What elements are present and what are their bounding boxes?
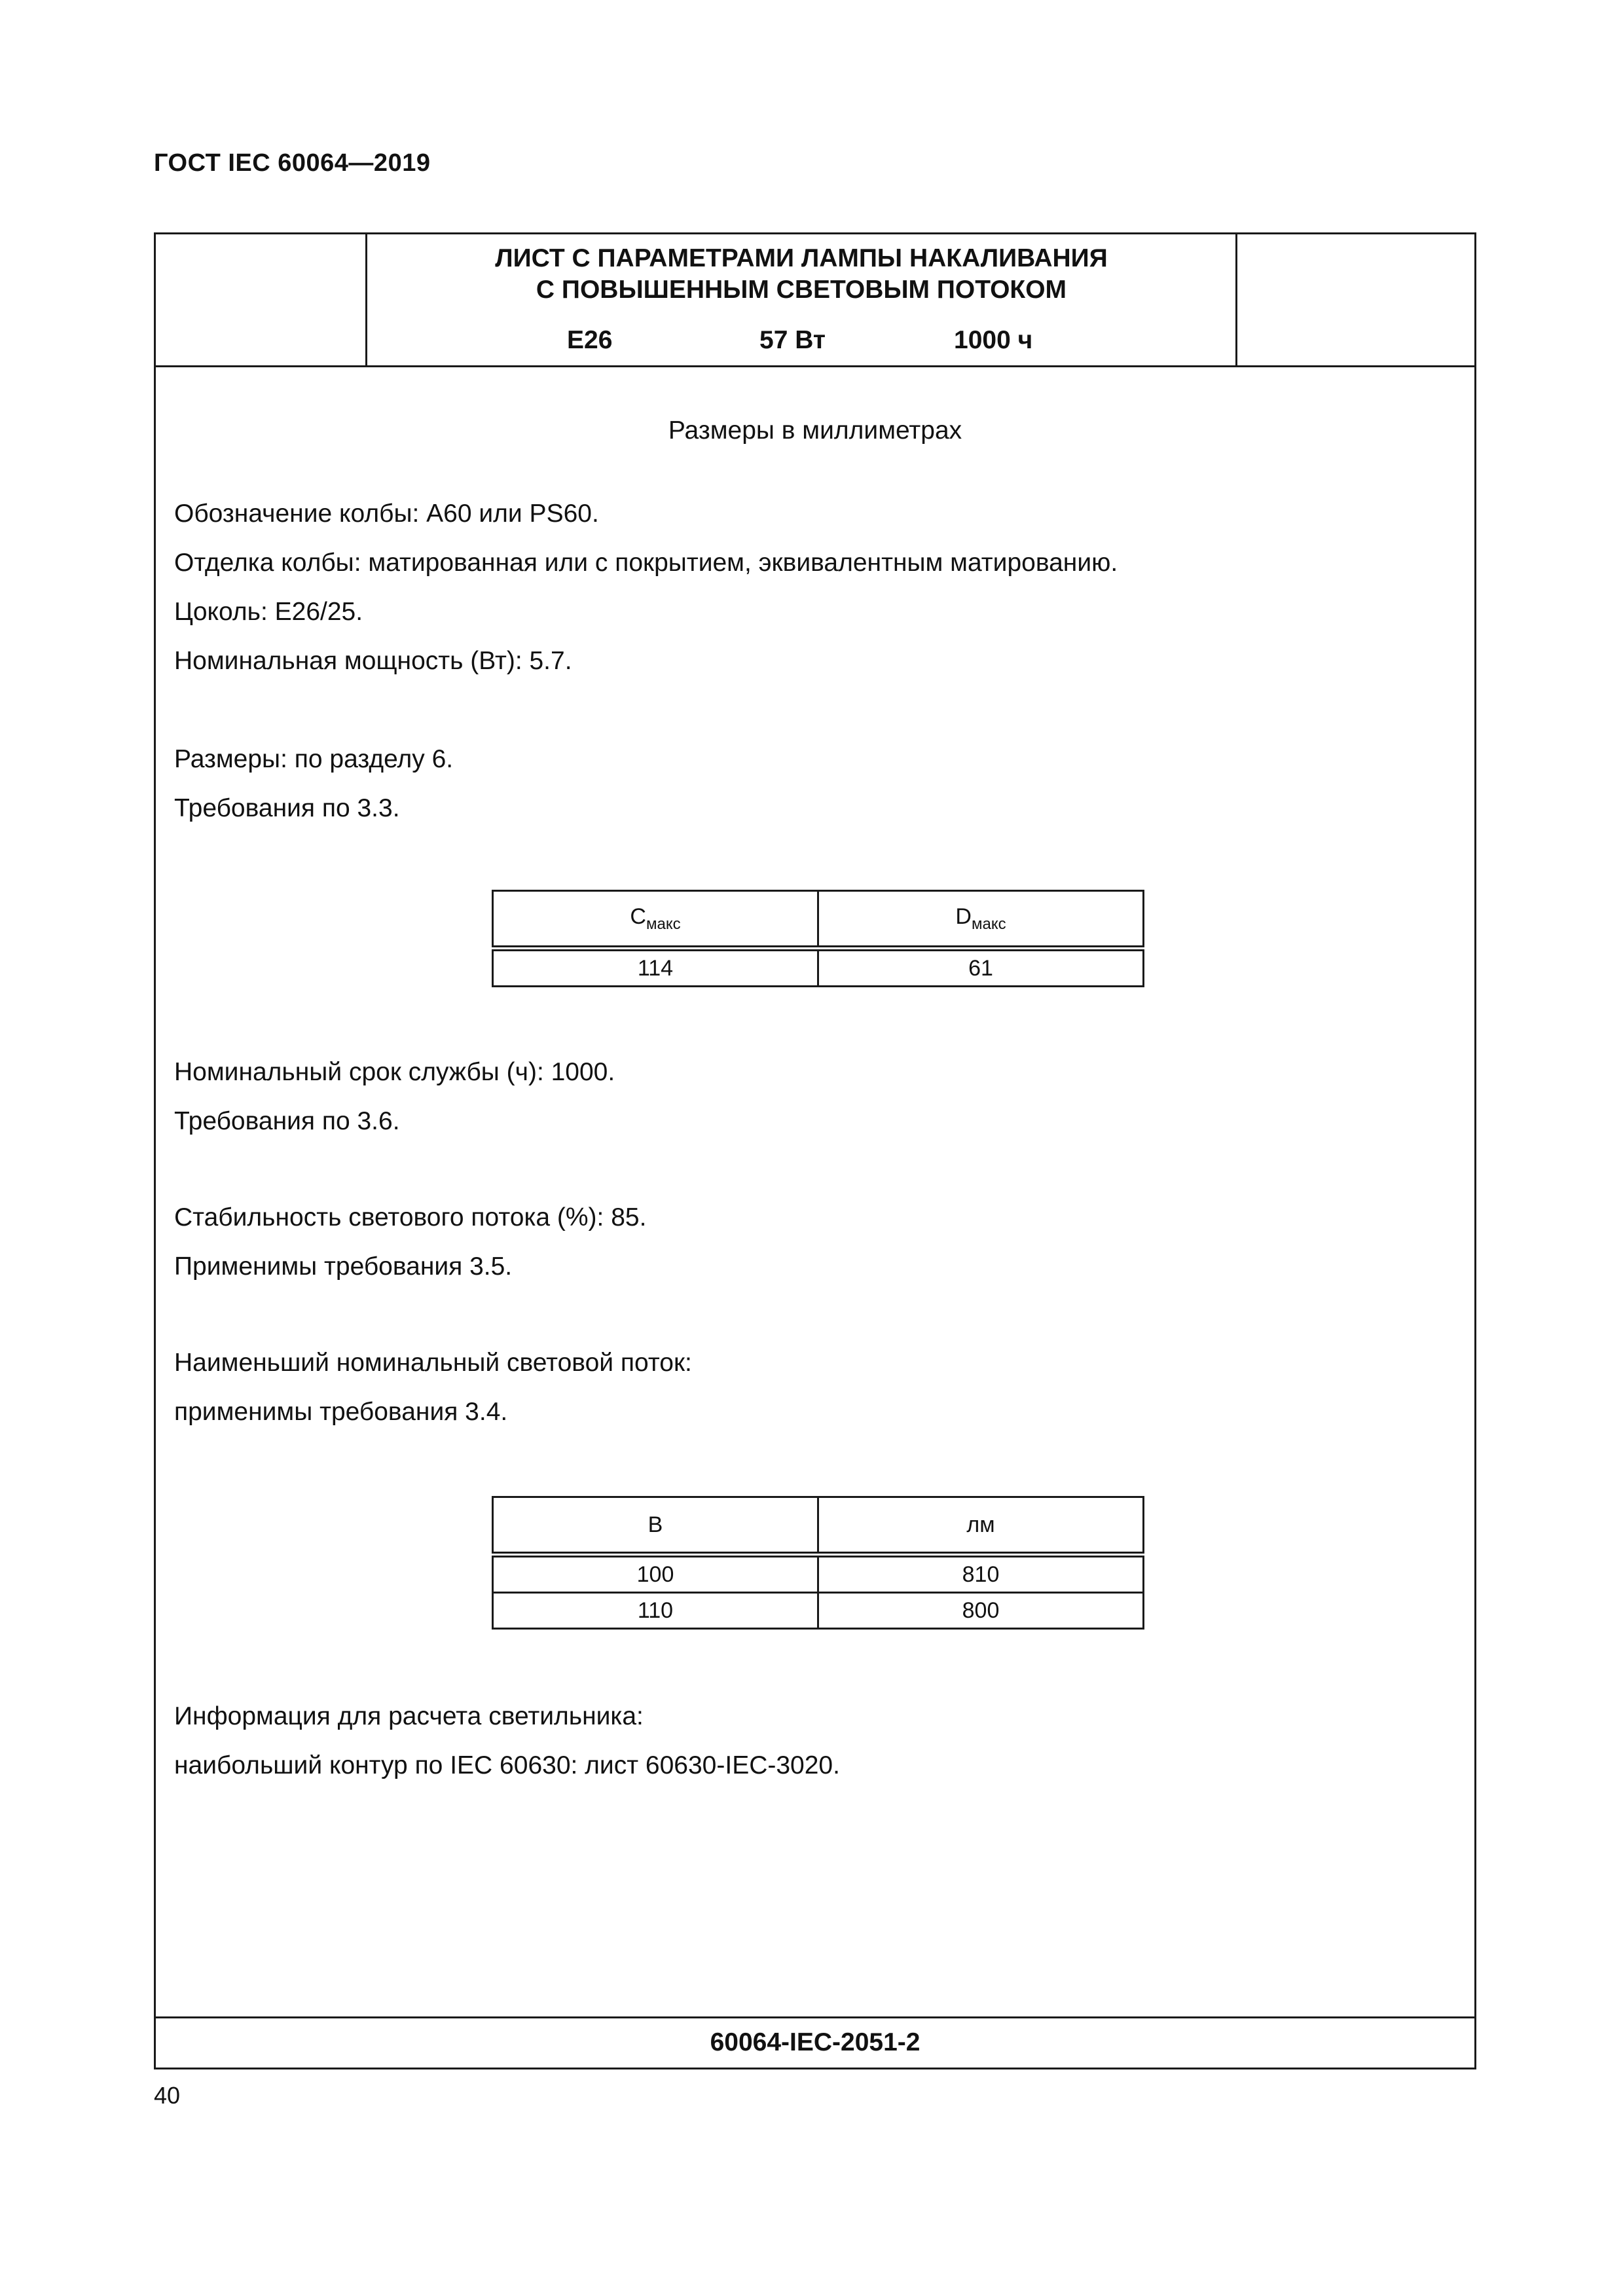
- cap-type: Цоколь: E26/25.: [174, 598, 363, 626]
- col-d-max: $D_{макс}$: [818, 891, 1144, 949]
- parameter-sheet-frame: [154, 232, 1476, 2069]
- col-c-max: $C_{макс}$: [493, 891, 818, 949]
- flux-maintenance: Стабильность светового потока (%): 85.: [174, 1203, 647, 1231]
- d-max-value: 61: [818, 949, 1144, 987]
- sheet-code: 60064-IEC-2051-2: [710, 2028, 921, 2056]
- table-row: [493, 1593, 1144, 1629]
- sheet-title-line-2: С ПОВЫШЕННЫМ СВЕТОВЫМ ПОТОКОМ: [536, 276, 1067, 304]
- col-voltage: В: [493, 1497, 818, 1555]
- life-requirements: Требования по 3.6.: [174, 1107, 400, 1135]
- voltage-value: 110: [493, 1593, 818, 1629]
- bulb-designation: Обозначение колбы: A60 или PS60.: [174, 500, 599, 528]
- nominal-life: Номинальный срок службы (ч): 1000.: [174, 1058, 615, 1086]
- header-right-cell: [1235, 234, 1474, 367]
- footer-divider: [156, 2016, 1474, 2018]
- flux-table: [492, 1496, 1144, 1630]
- flux-requirements: применимы требования 3.4.: [174, 1398, 508, 1426]
- lumens-value: 810: [818, 1555, 1144, 1593]
- dimensions-ref: Размеры: по разделу 6.: [174, 745, 454, 773]
- flux-maintenance-requirements: Применимы требования 3.5.: [174, 1252, 513, 1281]
- rated-life: 1000 ч: [954, 326, 1033, 354]
- page-number: 40: [154, 2082, 181, 2109]
- max-outline-ref: наибольший контур по IEC 60630: лист 60630-IEC-3020.: [174, 1751, 840, 1779]
- lumens-value: 800: [818, 1593, 1144, 1629]
- cap-designation: E26: [567, 326, 613, 354]
- header-divider: [156, 365, 1474, 367]
- table-row: [493, 949, 1144, 987]
- units-note: Размеры в миллиметрах: [668, 416, 962, 445]
- dimensions-requirements: Требования по 3.3.: [174, 794, 400, 822]
- document-code: ГОСТ IEC 60064—2019: [154, 149, 431, 177]
- table-row: [493, 1555, 1144, 1593]
- min-luminous-flux: Наименьший номинальный световой поток:: [174, 1349, 692, 1377]
- nominal-power: Номинальная мощность (Вт): 5.7.: [174, 647, 572, 675]
- c-max-value: 114: [493, 949, 818, 987]
- sheet-title-line-1: ЛИСТ С ПАРАМЕТРАМИ ЛАМПЫ НАКАЛИВАНИЯ: [495, 244, 1108, 272]
- header-left-cell: [156, 234, 367, 367]
- dimensions-table: [492, 890, 1144, 987]
- col-lumens: лм: [818, 1497, 1144, 1555]
- luminaire-info-title: Информация для расчета светильника:: [174, 1702, 644, 1730]
- rated-power: 57 Вт: [759, 326, 826, 354]
- voltage-value: 100: [493, 1555, 818, 1593]
- bulb-finish: Отделка колбы: матированная или с покрытием, эквивалентным матированию.: [174, 549, 1118, 577]
